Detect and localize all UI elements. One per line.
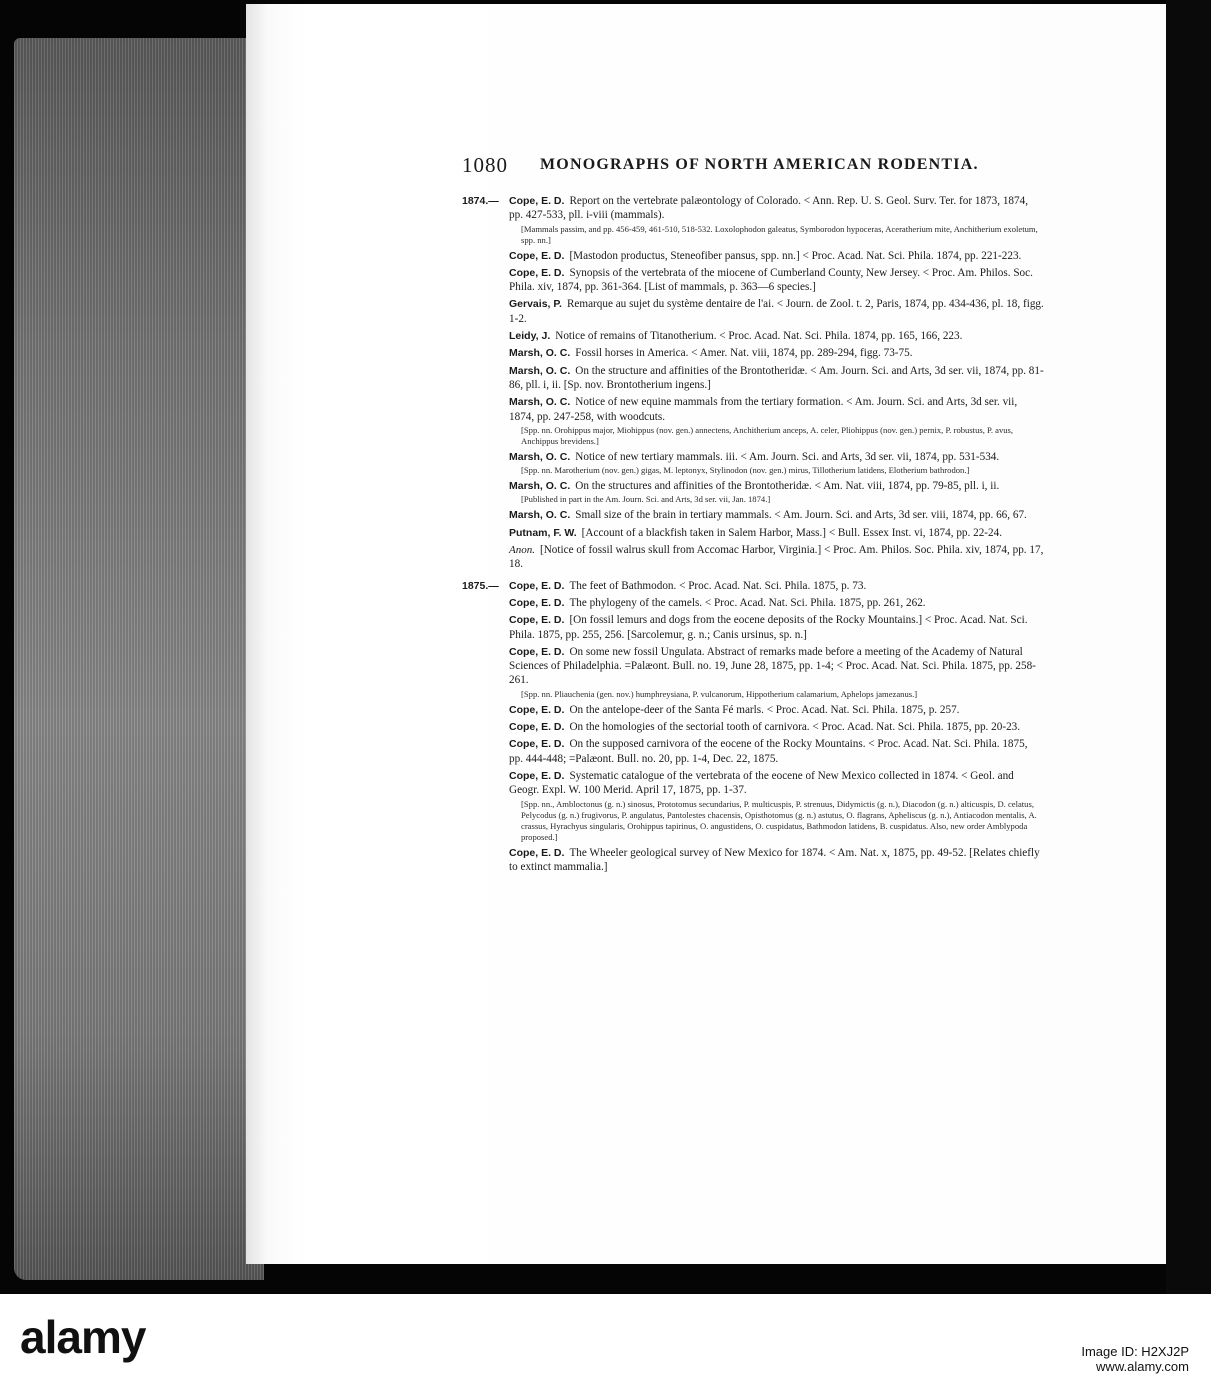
entry-citation: Fossil horses in America. < Amer. Nat. viii, 1874, pp. 289-294, figg. 73-75. bbox=[575, 347, 913, 360]
bib-entry bbox=[509, 249, 1044, 263]
entry-author: Marsh, O. C. bbox=[509, 450, 571, 463]
bib-entry bbox=[509, 508, 1044, 522]
bib-entry bbox=[509, 395, 1044, 447]
bib-entry bbox=[509, 720, 1044, 734]
entry-citation: Report on the vertebrate palæontology of Colorado. < Ann. Rep. U. S. Geol. Surv. Ter. for 1873, 1874, pp. 427-533, pll. i-viii (mammals). bbox=[509, 195, 1028, 222]
entry-author: Cope, E. D. bbox=[509, 195, 565, 207]
bib-entry bbox=[509, 329, 1044, 343]
entry-author: Cope, E. D. bbox=[509, 721, 565, 734]
entry-citation: Notice of new tertiary mammals. iii. < Am. Journ. Sci. and Arts, 3d ser. vii, 1874, pp. 531-534. bbox=[575, 450, 1000, 463]
year-label: 1875.— bbox=[462, 579, 499, 592]
entry-note: [Spp. nn. Orohippus major, Miohippus (nov. gen.) annectens, Anchitherium anceps, A. celer, Pliohippus (nov. gen.) pernix, P. robustus, P. avus, Anchippus brevidens.] bbox=[521, 424, 1014, 446]
entry-citation: Remarque au sujet du système dentaire de l'ai. < Journ. de Zool. t. 2, Paris, 1874, pp. 434-436, pl. 18, figg. 1-2. bbox=[509, 298, 1044, 325]
entry-author: Leidy, J. bbox=[509, 330, 551, 343]
entry-citation: On the antelope-deer of the Santa Fé marls. < Proc. Acad. Nat. Sci. Phila. 1875, p. 257. bbox=[569, 703, 960, 716]
entry-author: Cope, E. D. bbox=[509, 249, 565, 262]
entry-author: Marsh, O. C. bbox=[509, 509, 571, 522]
entry-note: [Spp. nn., Ambloctonus (g. n.) sinosus, Prototomus secundarius, P. multicuspis, P. strenuus, Didymictis (g. n.), Diacodon (g. n.) alticuspis, D. celatus, Pelycodus (g. n.) frugivorus, P. angulatus, Pantolestes chacensis, Opisthotomus (g. n.) astutus, O. flagrans, Apheliscus (g. n.), Antiacodon mentalis, A. crassus, Hyrachyus singularis, Orohippus tapirinus, O. angustidens, O. cuspidatus, Bathmodon latidens, B. cuspidatus. Also, new order Amblypoda proposed.] bbox=[521, 798, 1037, 842]
bib-entry bbox=[509, 479, 1044, 505]
bib-entry bbox=[509, 613, 1044, 642]
entry-citation: On some new fossil Ungulata. Abstract of remarks made before a meeting of the Academy of Natural Sciences of Philadelphia. =Palæont. Bull. no. 19, June 28, 1875, pp. 1-4; < Proc. Acad. Nat. Sci. Phila. 1875, pp. 258-261. bbox=[509, 645, 1036, 687]
entry-author: Cope, E. D. bbox=[509, 645, 565, 658]
entry-citation: The feet of Bathmodon. < Proc. Acad. Nat. Sci. Phila. 1875, p. 73. bbox=[569, 579, 867, 592]
bib-entry bbox=[509, 526, 1044, 540]
entry-citation: The phylogeny of the camels. < Proc. Acad. Nat. Sci. Phila. 1875, pp. 261, 262. bbox=[569, 596, 926, 609]
bibliography bbox=[462, 194, 1044, 877]
entry-author: Marsh, O. C. bbox=[509, 347, 571, 360]
image-id: Image ID: H2XJ2P bbox=[1081, 1344, 1189, 1359]
entry-author: Marsh, O. C. bbox=[509, 364, 571, 377]
watermark-id bbox=[1081, 1344, 1189, 1374]
entry-author: Cope, E. D. bbox=[509, 846, 565, 859]
entry-author: Cope, E. D. bbox=[509, 266, 565, 279]
bib-entry bbox=[509, 703, 1044, 717]
bib-entry bbox=[509, 450, 1044, 476]
entry-citation: The Wheeler geological survey of New Mexico for 1874. < Am. Nat. x, 1875, pp. 49-52. [Relates chiefly to extinct mammalia.] bbox=[509, 846, 1040, 873]
entry-citation: [Notice of fossil walrus skull from Accomac Harbor, Virginia.] < Proc. Am. Philos. Soc. Phila. xiv, 1874, pp. 17, 18. bbox=[509, 544, 1044, 571]
entry-note: [Spp. nn. Marotherium (nov. gen.) gigas, M. leptonyx, Stylinodon (nov. gen.) mirus, Tillotherium latidens, Elotherium bathrodon.] bbox=[521, 465, 970, 476]
bib-entry bbox=[509, 297, 1044, 326]
bib-entry bbox=[509, 364, 1044, 393]
alamy-logo: alamy bbox=[20, 1311, 146, 1363]
entry-citation: Synopsis of the vertebrata of the miocene of Cumberland County, New Jersey. < Proc. Am. Philos. Soc. Phila. xiv, 1874, pp. 361-364. [List of mammals, p. 363—6 species.] bbox=[509, 266, 1033, 294]
bib-entry bbox=[509, 266, 1044, 295]
year-label: 1874.— bbox=[462, 195, 499, 207]
bib-entry bbox=[509, 645, 1044, 700]
bib-entry bbox=[509, 596, 1044, 610]
entry-note: [Spp. nn. Pliauchenia (gen. nov.) humphreysiana, P. vulcanorum, Hippotherium calamarium, Aphelops jamezanus.] bbox=[521, 688, 918, 699]
entry-author: Cope, E. D. bbox=[509, 579, 565, 592]
entry-note: [Published in part in the Am. Journ. Sci. and Arts, 3d ser. vii, Jan. 1874.] bbox=[521, 494, 771, 505]
bib-entry bbox=[509, 769, 1044, 843]
entry-author: Marsh, O. C. bbox=[509, 480, 571, 493]
entry-author: Marsh, O. C. bbox=[509, 396, 571, 409]
entry-author: Cope, E. D. bbox=[509, 703, 565, 716]
bib-entry bbox=[509, 737, 1044, 766]
entry-author: Cope, E. D. bbox=[509, 769, 565, 782]
entry-citation: Small size of the brain in tertiary mammals. < Am. Journ. Sci. and Arts, 3d ser. viii, 1874, pp. 66, 67. bbox=[575, 509, 1027, 522]
entry-citation: [Account of a blackfish taken in Salem Harbor, Mass.] < Bull. Essex Inst. vi, 1874, pp. 22-24. bbox=[581, 526, 1003, 539]
bib-entry bbox=[462, 579, 1044, 593]
entry-note: [Mammals passim, and pp. 456-459, 461-510, 518-532. Loxolophodon galeatus, Symborodon hypoceras, Aceratherium mite, Anchitherium exoletum, spp. nn.] bbox=[521, 223, 1038, 245]
entry-citation: Systematic catalogue of the vertebrata of the eocene of New Mexico collected in 1874. < Geol. and Geogr. Expl. W. 100 Merid. April 17, 1875, pp. 1-37. bbox=[509, 769, 1014, 797]
entry-citation: [Mastodon productus, Steneofiber pansus, spp. nn.] < Proc. Acad. Nat. Sci. Phila. 1874, pp. 221-223. bbox=[569, 249, 1022, 262]
entry-author: Cope, E. D. bbox=[509, 614, 565, 627]
bib-entry bbox=[509, 543, 1044, 572]
entry-citation: On the homologies of the sectorial tooth of carnivora. < Proc. Acad. Nat. Sci. Phila. 1875, pp. 20-23. bbox=[569, 721, 1021, 734]
entry-author: Anon. bbox=[509, 544, 535, 557]
entry-citation: Notice of new equine mammals from the tertiary formation. < Am. Journ. Sci. and Arts, 3d ser. vii, 1874, pp. 247-258, with woodcuts. bbox=[509, 396, 1018, 423]
watermark-band bbox=[0, 1294, 1211, 1390]
entry-author: Cope, E. D. bbox=[509, 596, 565, 609]
entry-author: Cope, E. D. bbox=[509, 738, 565, 751]
page-number: 1080 bbox=[462, 153, 508, 177]
running-title: MONOGRAPHS OF NORTH AMERICAN RODENTIA. bbox=[540, 156, 979, 173]
page-header bbox=[462, 153, 1062, 181]
entry-citation: On the supposed carnivora of the eocene of the Rocky Mountains. < Proc. Acad. Nat. Sci. Phila. 1875, pp. 444-448; =Palæont. Bull. no. 20, pp. 1-4, Dec. 22, 1875. bbox=[509, 738, 1028, 765]
entry-author: Gervais, P. bbox=[509, 298, 562, 311]
bib-entry bbox=[509, 346, 1044, 360]
entry-citation: Notice of remains of Titanotherium. < Proc. Acad. Nat. Sci. Phila. 1874, pp. 165, 166, 223. bbox=[555, 330, 963, 343]
entry-citation: On the structures and affinities of the Brontotheridæ. < Am. Nat. viii, 1874, pp. 79-85, pll. i, ii. bbox=[575, 480, 1000, 493]
watermark-url: www.alamy.com bbox=[1096, 1359, 1189, 1374]
right-margin bbox=[1166, 0, 1211, 1294]
entry-citation: [On fossil lemurs and dogs from the eocene deposits of the Rocky Mountains.] < Proc. Acad. Nat. Sci. Phila. 1875, pp. 255, 256. [Sarcolemur, g. n.; Canis ursinus, sp. n.] bbox=[509, 614, 1028, 641]
entry-citation: On the structure and affinities of the Brontotheridæ. < Am. Journ. Sci. and Arts, 3d ser. vii, 1874, pp. 81-86, pll. i, ii. [Sp. nov. Brontotherium ingens.] bbox=[509, 364, 1044, 391]
bib-entry bbox=[462, 194, 1044, 246]
entry-author: Putnam, F. W. bbox=[509, 526, 577, 539]
book-page-edges bbox=[14, 38, 264, 1280]
bib-entry bbox=[509, 846, 1044, 875]
